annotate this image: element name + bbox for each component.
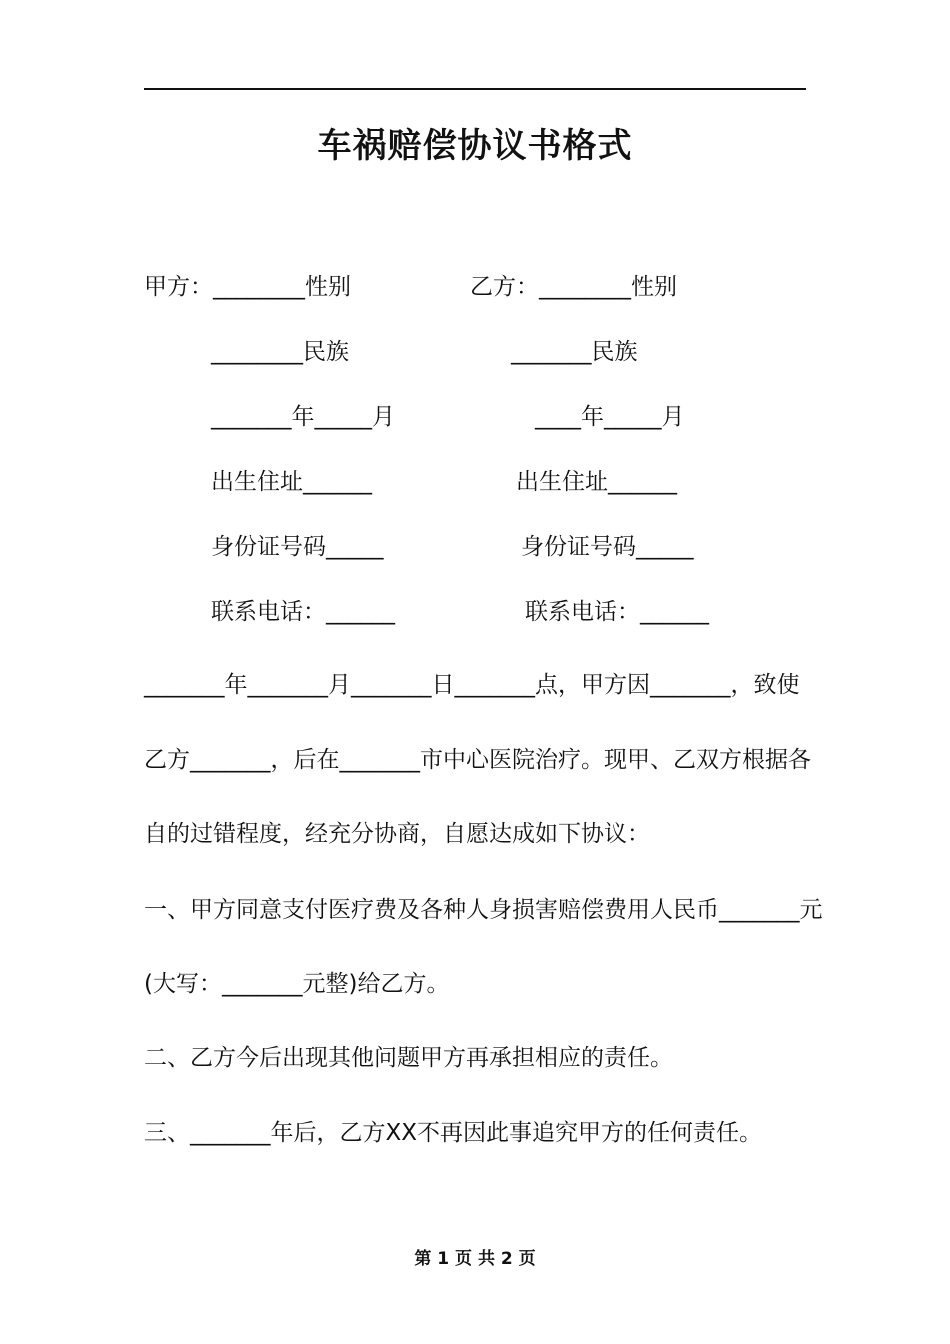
party-a-phone: 联系电话：______: [211, 599, 395, 625]
body-line-2: 乙方_______，后在_______市中心医院治疗。现甲、乙双方根据各: [144, 747, 811, 773]
page-footer: 第 1 页 共 2 页: [414, 1249, 536, 1269]
document-title: 车祸赔偿协议书格式: [317, 126, 633, 166]
party-b-ethnicity: _______民族: [511, 339, 638, 365]
party-a-id-number: 身份证号码_____: [211, 534, 384, 560]
clause-3: 三、_______年后，乙方XX不再因此事追究甲方的任何责任。: [144, 1120, 763, 1146]
party-b-birth-address: 出生住址______: [516, 469, 677, 495]
party-b-name-gender: 乙方：________性别: [470, 274, 677, 300]
party-b-id-number: 身份证号码_____: [521, 534, 694, 560]
party-b-phone: 联系电话：______: [525, 599, 709, 625]
party-a-birth-date: _______年_____月: [211, 404, 395, 430]
party-a-birth-address: 出生住址______: [211, 469, 372, 495]
header-rule: [144, 88, 806, 90]
party-b-birth-date: ____年_____月: [535, 404, 685, 430]
party-a-name-gender: 甲方：________性别: [144, 274, 351, 300]
clause-1-line-1: 一、甲方同意支付医疗费及各种人身损害赔偿费用人民币_______元: [144, 897, 823, 923]
clause-2: 二、乙方今后出现其他问题甲方再承担相应的责任。: [144, 1045, 673, 1071]
clause-1-line-2: (大写：_______元整)给乙方。: [144, 971, 450, 997]
body-line-1: _______年_______月_______日_______点，甲方因_______，致使: [144, 672, 800, 698]
body-line-3: 自的过错程度，经充分协商，自愿达成如下协议：: [144, 821, 650, 847]
party-a-ethnicity: ________民族: [211, 339, 349, 365]
